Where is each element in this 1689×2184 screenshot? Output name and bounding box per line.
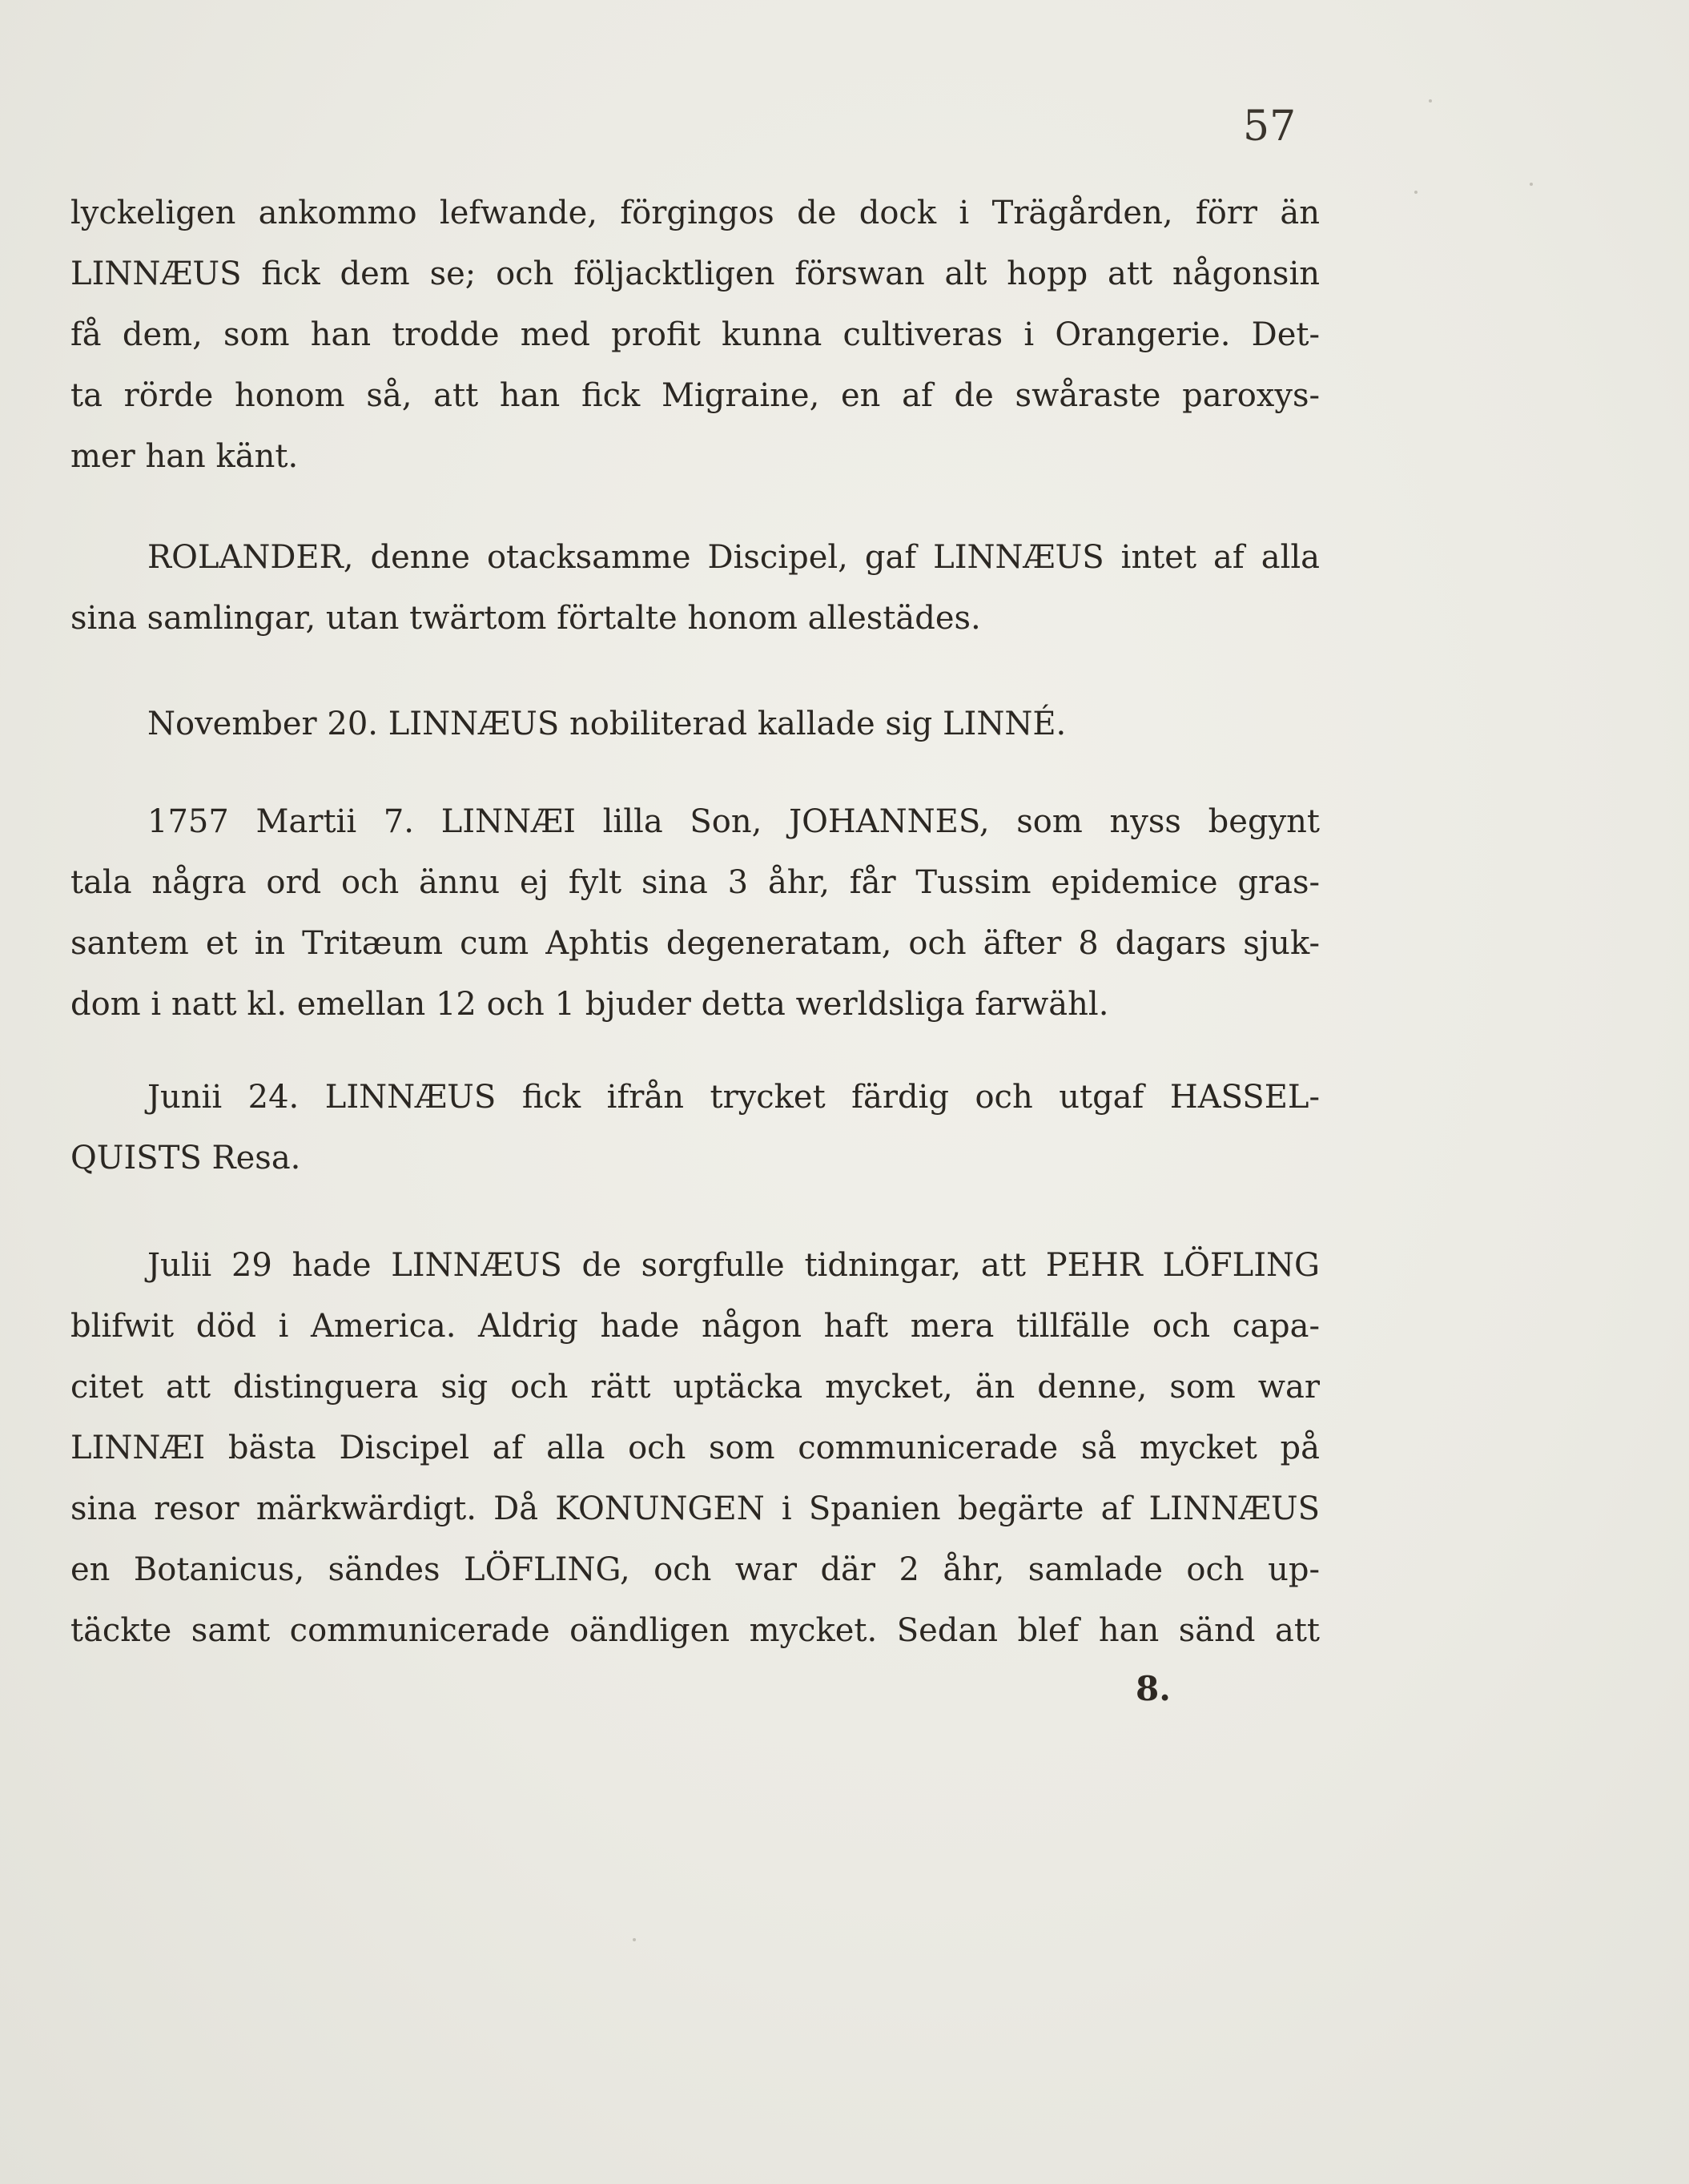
text-line: santem et in Tritæum cum Aphtis degeneratam, och äfter 8 dagars sjuk- (70, 925, 1320, 962)
text-line: blifwit död i America. Aldrig hade någon haft mera tillfälle och capa- (70, 1308, 1320, 1345)
paper-speck (1429, 99, 1432, 103)
paragraph-3 (70, 694, 1320, 754)
paragraph-1 (70, 183, 1320, 487)
text-line: tala några ord och ännu ej fylt sina 3 åhr, får Tussim epidemice gras- (70, 864, 1320, 901)
text-line: mer han känt. (70, 438, 299, 475)
text-line: Julii 29 hade LINNÆUS de sorgfulle tidningar, att PEHR LÖFLING (147, 1247, 1320, 1284)
text-line: citet att distinguera sig och rätt uptäcka mycket, än denne, som war (70, 1369, 1320, 1406)
paragraph-4 (70, 791, 1320, 1035)
paper-speck (633, 1938, 636, 1941)
paper-speck (1530, 183, 1533, 186)
text-line: LINNÆUS fick dem se; och följacktligen förswan alt hopp att någonsin (70, 255, 1320, 292)
text-line: sina resor märkwärdigt. Då KONUNGEN i Spanien begärte af LINNÆUS (70, 1490, 1320, 1527)
paper-speck (1414, 191, 1418, 194)
text-line: QUISTS Resa. (70, 1140, 301, 1176)
text-line: få dem, som han trodde med profit kunna cultiveras i Orangerie. Det- (70, 316, 1320, 353)
page-number: 57 (1243, 103, 1297, 151)
paragraph-5 (70, 1067, 1320, 1189)
paragraph-6 (70, 1235, 1320, 1661)
text-line: täckte samt communicerade oändligen mycket. Sedan blef han sänd att (70, 1612, 1320, 1649)
text-line: ROLANDER, denne otacksamme Discipel, gaf LINNÆUS intet af alla (147, 539, 1320, 576)
text-line: dom i natt kl. emellan 12 och 1 bjuder detta werldsliga farwähl. (70, 986, 1109, 1023)
text-line: Junii 24. LINNÆUS fick ifrån trycket färdig och utgaf HASSEL- (147, 1079, 1320, 1116)
text-line: November 20. LINNÆUS nobiliterad kallade sig LINNÉ. (147, 706, 1067, 742)
text-line: ta rörde honom så, att han fick Migraine, en af de swåraste paroxys- (70, 377, 1320, 414)
text-line: lyckeligen ankommo lefwande, förgingos de dock i Trägården, förr än (70, 195, 1320, 231)
paragraph-2 (70, 527, 1320, 649)
text-line: en Botanicus, sändes LÖFLING, och war där 2 åhr, samlade och up- (70, 1551, 1320, 1588)
text-line: 1757 Martii 7. LINNÆI lilla Son, JOHANNES, som nyss begynt (147, 803, 1320, 840)
catchword: 8. (1136, 1669, 1171, 1708)
text-line: LINNÆI bästa Discipel af alla och som communicerade så mycket på (70, 1430, 1320, 1466)
text-line: sina samlingar, utan twärtom förtalte honom allestädes. (70, 600, 981, 637)
